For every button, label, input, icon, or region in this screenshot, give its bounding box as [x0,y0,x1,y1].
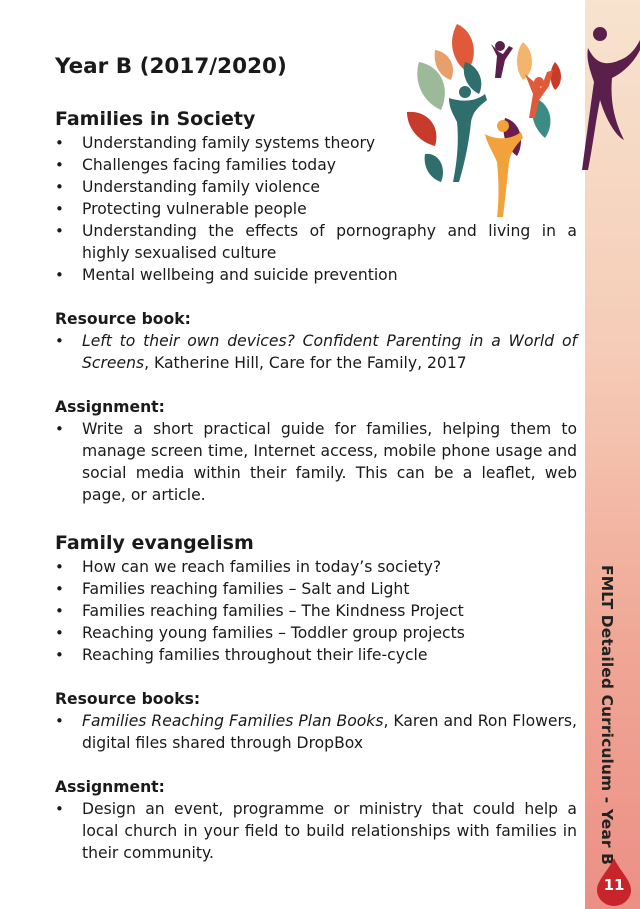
section2-assignment-list [55,798,577,864]
resource-title: Left to their own devices? Confident Parenting in a World of Screens [82,332,577,372]
assignment-label: Assignment: [55,398,165,416]
list-item: • Understanding family violence [55,176,577,198]
resource-item [55,330,577,374]
section-heading-families-in-society: Families in Society [55,108,256,130]
dancing-figure-icon [580,20,640,170]
list-item: • Challenges facing families today [55,154,577,176]
sidebar-title: FMLT Detailed Curriculum - Year B [598,565,616,866]
list-item: • Understanding family systems theory [55,132,577,154]
page-number: 11 [603,876,625,894]
resource-title: Families Reaching Families Plan Books [82,712,384,730]
section2-resource-list [55,710,577,754]
list-item: • Reaching families throughout their life-cycle [55,644,577,666]
section2-topic-list [55,556,577,666]
list-item: • How can we reach families in today’s society? [55,556,577,578]
list-item: • Reaching young families – Toddler group projects [55,622,577,644]
assignment-item: • Write a short practical guide for families, helping them to manage screen time, Internet access, mobile phone usage and social media within their family. This can be a leaflet, web page, or article. [55,418,577,506]
main-content [55,52,577,864]
section1-assignment-list [55,418,577,506]
assignment-label: Assignment: [55,778,165,796]
page-title: Year B (2017/2020) [55,54,287,79]
resource-details: , Katherine Hill, Care for the Family, 2017 [144,354,467,372]
resource-label: Resource book: [55,310,191,328]
list-item: • Families reaching families – The Kindness Project [55,600,577,622]
assignment-item: • Design an event, programme or ministry that could help a local church in your field to build relationships with families in their community. [55,798,577,864]
section1-topic-list [55,132,577,286]
resource-label: Resource books: [55,690,201,708]
resource-item [55,710,577,754]
section1-resource-list [55,330,577,374]
list-item: • Understanding the effects of pornography and living in a highly sexualised culture [55,220,577,264]
list-item: • Protecting vulnerable people [55,198,577,220]
list-item: • Families reaching families – Salt and Light [55,578,577,600]
list-item: • Mental wellbeing and suicide prevention [55,264,577,286]
section-heading-family-evangelism: Family evangelism [55,532,254,554]
resource-details: , Karen and Ron Flowers, digital files shared through DropBox [82,712,577,752]
